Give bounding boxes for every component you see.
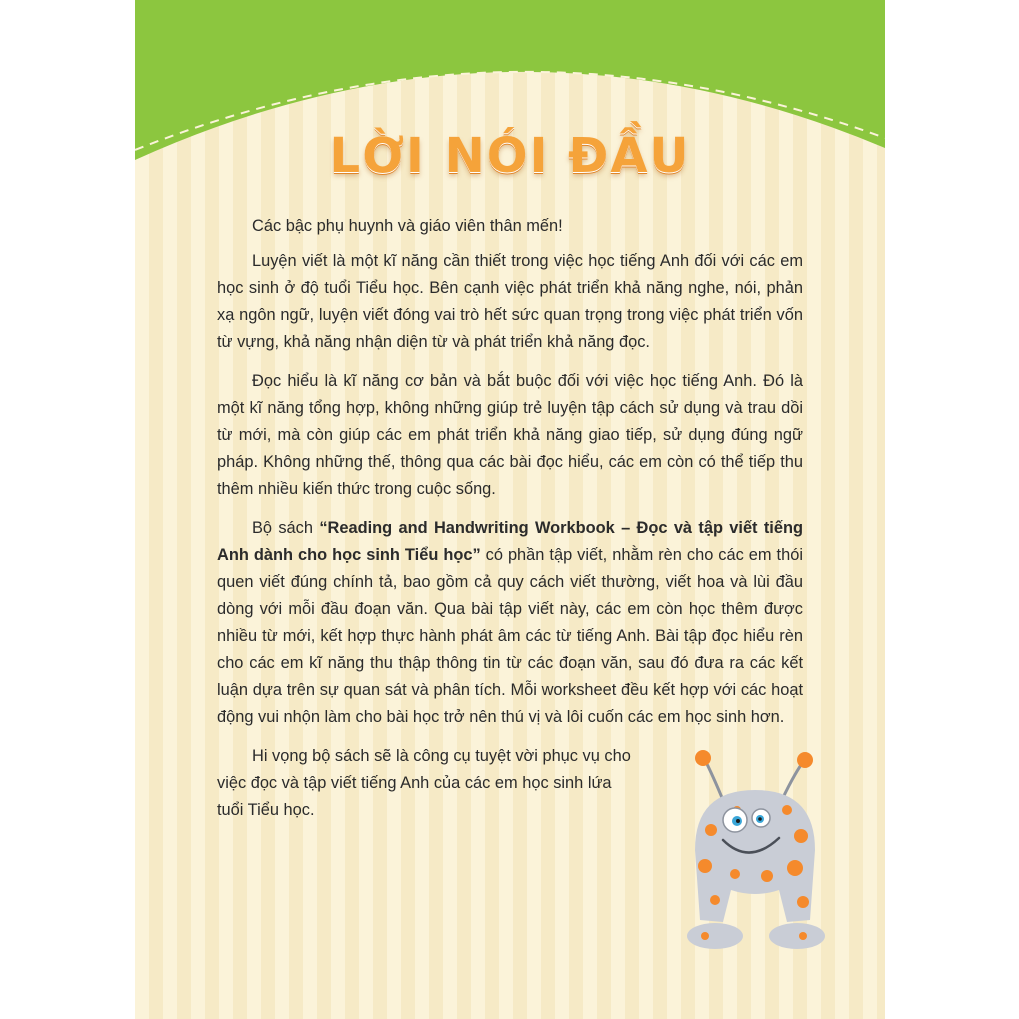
paragraph-book-description	[217, 515, 803, 731]
book-page	[135, 0, 885, 1019]
paragraph-handwriting: Luyện viết là một kĩ năng cần thiết trong việc học tiếng Anh đối với các em học sinh ở độ tuổi Tiểu học. Bên cạnh việc phát triển khả năng nghe, nói, phản xạ ngôn ngữ, luyện viết đóng vai trò hết sức quan trọng trong việc phát triển vốn từ vựng, khả năng nhận diện từ và phát triển khả năng đọc.	[217, 252, 803, 351]
paragraph-reading: Đọc hiểu là kĩ năng cơ bản và bắt buộc đối với việc học tiếng Anh. Đó là một kĩ năng tổng hợp, không những giúp trẻ luyện tập cách sử dụng và trau dồi từ mới, mà còn giúp các em phát triển khả năng giao tiếp, sử dụng đúng ngữ pháp. Không những thế, thông qua các bài đọc hiểu, các em còn có thể tiếp thu thêm nhiều kiến thức trong cuộc sống.	[217, 372, 803, 498]
closing-paragraph: Hi vọng bộ sách sẽ là công cụ tuyệt vời phục vụ cho việc đọc và tập viết tiếng Anh của các em học sinh lứa tuổi Tiểu học.	[217, 747, 631, 819]
greeting-paragraph: Các bậc phụ huynh và giáo viên thân mến!	[252, 217, 563, 235]
book-intro-text: Bộ sách	[252, 519, 320, 537]
page-title: LỜI NÓI ĐẦU	[329, 128, 691, 184]
book-title-text: “Reading and Handwriting Workbook – Đọc và tập viết tiếng Anh dành cho học sinh Tiểu học”	[217, 519, 803, 564]
grey-spotted-monster-illustration	[675, 740, 835, 960]
book-description-text: có phần tập viết, nhằm rèn cho các em thói quen viết đúng chính tả, bao gồm cả quy cách viết thường, viết hoa và lùi đầu dòng với mỗi đầu đoạn văn. Qua bài tập viết này, các em còn học thêm được nhiều từ mới, kết hợp thực hành phát âm các từ tiếng Anh. Bài tập đọc hiểu rèn cho các em kĩ năng thu thập thông tin từ các đoạn văn, sau đó đưa ra các kết luận dựa trên sự quan sát và phân tích. Mỗi worksheet đều kết hợp với các hoạt động vui nhộn làm cho bài học trở nên thú vị và lôi cuốn các em học sinh hơn.	[217, 546, 803, 726]
